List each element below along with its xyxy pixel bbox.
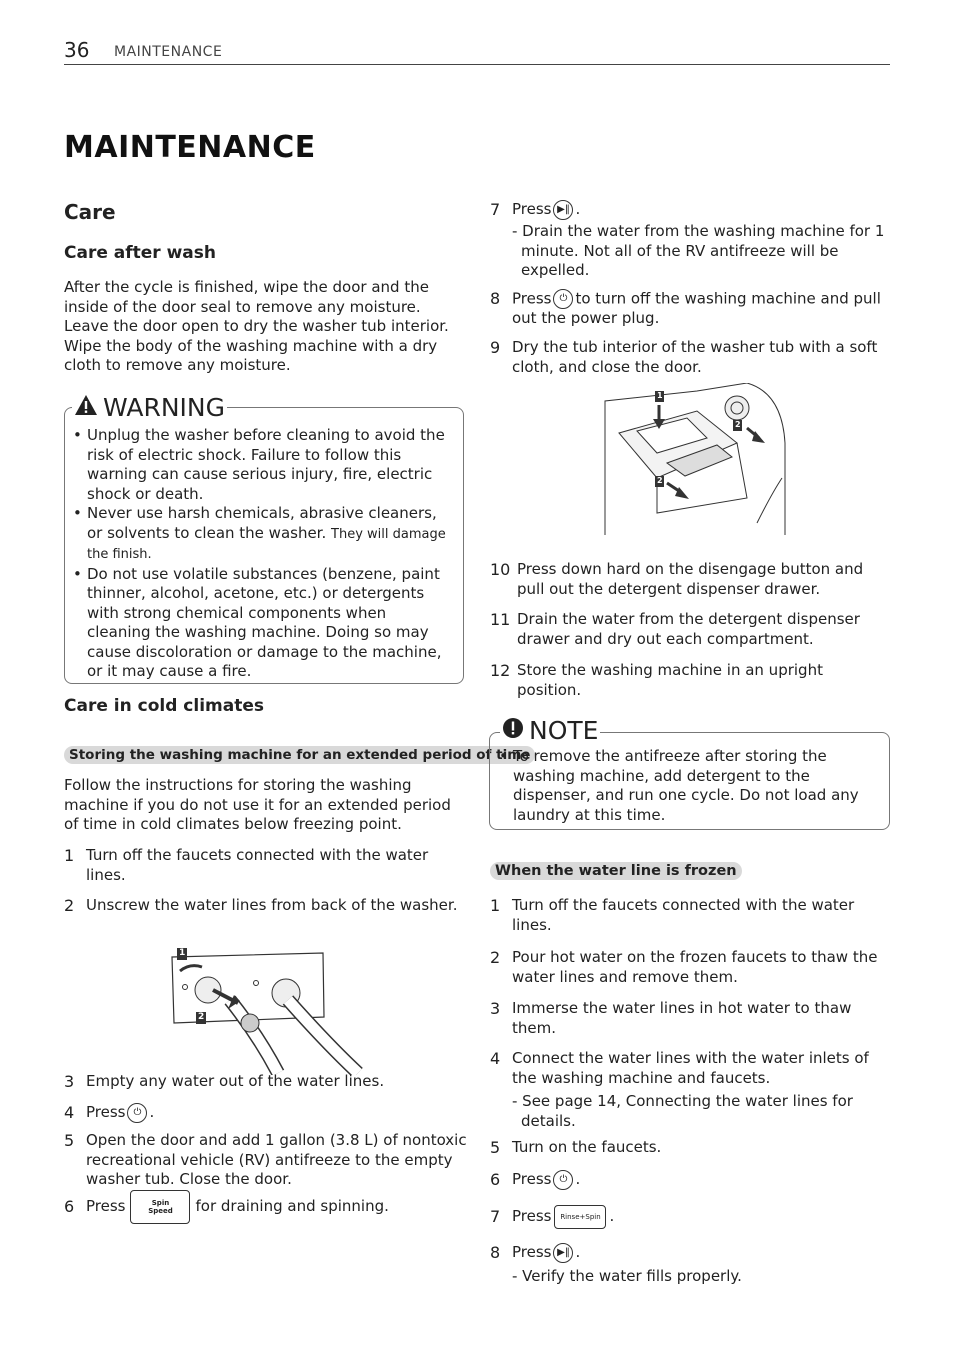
power-button-icon: ⏻ — [553, 1170, 573, 1190]
warning-label: WARNING — [103, 393, 225, 422]
step-text: Turn off the faucets connected with the water lines. — [512, 896, 855, 934]
period: . — [575, 1243, 581, 1262]
step-text: Empty any water out of the water lines. — [86, 1072, 385, 1090]
note-header — [500, 716, 600, 745]
step-number: 12 — [490, 661, 511, 680]
warning-item: • Unplug the washer before cleaning to avoid the risk of electric shock. Failure to follow this warning can cause serious injury, fire, electric shock or death. — [73, 426, 453, 504]
step-number: 3 — [490, 999, 501, 1018]
step-subnote: - Verify the water fills properly. — [512, 1267, 742, 1285]
step-text: Pour hot water on the frozen faucets to thaw the water lines and remove them. — [512, 948, 878, 986]
rinse-spin-button-icon — [554, 1205, 606, 1229]
power-button-icon: ⏻ — [127, 1103, 147, 1123]
period: . — [575, 200, 581, 219]
step-text: Press — [512, 200, 552, 219]
step-item — [64, 1072, 460, 1092]
period: . — [609, 1207, 615, 1226]
start-pause-icon: ▶‖ — [553, 1243, 573, 1263]
step-text: Press — [86, 1103, 126, 1121]
storing-pill: Storing the washing machine for an extended period of time — [64, 746, 535, 764]
step-text: Immerse the water lines in hot water to thaw them. — [512, 999, 852, 1037]
step-item — [490, 1243, 885, 1263]
figure-marker: 2 — [735, 420, 741, 429]
step-item — [490, 1138, 885, 1158]
step-text: Unscrew the water lines from back of the washer. — [86, 896, 458, 914]
step-number: 11 — [490, 610, 511, 629]
step-item — [490, 289, 892, 329]
period: . — [575, 1170, 581, 1189]
frozen-pill: When the water line is frozen — [490, 862, 742, 880]
figure-marker: 1 — [657, 391, 663, 400]
step-item — [490, 560, 885, 599]
step-text: Press — [512, 1170, 552, 1189]
warning-item-text: Never use harsh chemicals, abrasive cleaners, or solvents to clean the washer. — [87, 504, 437, 542]
step-number: 6 — [490, 1170, 501, 1190]
warning-item: • Do not use volatile substances (benzene, paint thinner, alcohol, acetone, etc.) or detergents with strong chemical components when cleaning the washing machine. Doing so may cause discoloration or damage to the machine, or it may cause a fire. — [73, 565, 453, 682]
step-number: 2 — [490, 948, 501, 967]
header-section: MAINTENANCE — [114, 44, 223, 60]
care-heading: Care — [64, 200, 116, 224]
step-subnote: - Drain the water from the washing machine for 1 minute. Not all of the RV antifreeze will be expelled. — [512, 222, 885, 279]
figure-marker: 1 — [179, 948, 186, 958]
step-number: 8 — [490, 289, 501, 308]
note-list — [499, 747, 879, 825]
header-rule — [64, 64, 890, 65]
step-number: 4 — [490, 1049, 501, 1068]
step-item — [490, 1170, 885, 1190]
step-text: Turn off the faucets connected with the water lines. — [86, 846, 429, 884]
step-text: Press — [512, 1207, 552, 1226]
step-item — [490, 1205, 885, 1229]
spin-button-line: Spin — [151, 1199, 170, 1207]
dispenser-figure — [597, 383, 787, 536]
step-text: Connect the water lines with the water inlets of the washing machine and faucets. — [512, 1049, 869, 1087]
step-text-after: for draining and spinning. — [195, 1197, 389, 1216]
step-item — [490, 896, 885, 935]
step-number: 7 — [490, 1207, 501, 1227]
step-number: 5 — [490, 1138, 501, 1157]
start-pause-icon: ▶‖ — [553, 200, 573, 220]
step-number: 5 — [64, 1131, 75, 1150]
step-text-after: to turn off the washing machine and pull out the power plug. — [512, 289, 881, 327]
period: . — [149, 1103, 155, 1121]
step-item — [490, 610, 885, 649]
note-label: NOTE — [529, 716, 599, 745]
step-text: Turn on the faucets. — [512, 1138, 662, 1156]
step-number: 7 — [490, 200, 501, 220]
step-text: Open the door and add 1 gallon (3.8 L) of nontoxic recreational vehicle (RV) antifreeze to the empty washer tub. Close the door. — [86, 1131, 467, 1188]
step-number: 8 — [490, 1243, 501, 1263]
power-button-icon: ⏻ — [553, 289, 573, 309]
storing-intro: Follow the instructions for storing the washing machine if you do not use it for an extended period of time in cold climates below freezing point. — [64, 776, 451, 833]
spin-button-line: Speed — [148, 1207, 173, 1215]
step-item — [490, 1049, 885, 1088]
step-item — [490, 999, 885, 1038]
step-number: 2 — [64, 896, 75, 915]
care-after-wash-text: After the cycle is finished, wipe the door and the inside of the door seal to remove any moisture. Leave the door open to dry the washer tub interior. Wipe the body of the washing machine with a dry cloth to remove any moisture. — [64, 278, 449, 374]
step-number: 1 — [490, 896, 501, 915]
warning-header — [72, 393, 227, 422]
spin-speed-button-icon — [130, 1190, 190, 1224]
step-text: Store the washing machine in an upright position. — [517, 661, 823, 699]
step-item — [490, 338, 885, 377]
step-number: 9 — [490, 338, 501, 357]
note-item: • To remove the antifreeze after storing the washing machine, add detergent to the dispenser, and run one cycle. Do not load any laundry at this time. — [499, 747, 879, 825]
step-item — [490, 661, 885, 700]
step-text: Press — [512, 289, 552, 308]
figure-marker: 2 — [198, 1012, 205, 1022]
step-text: Dry the tub interior of the washer tub with a soft cloth, and close the door. — [512, 338, 878, 376]
step-number: 1 — [64, 846, 75, 865]
care-after-wash-heading: Care after wash — [64, 243, 217, 263]
step-text: Press — [86, 1197, 126, 1216]
step-item — [64, 1131, 468, 1190]
step-item — [64, 896, 464, 916]
exclamation-icon — [502, 716, 524, 745]
page-title: MAINTENANCE — [64, 130, 316, 165]
warning-triangle-icon — [74, 393, 98, 422]
step-number: 4 — [64, 1103, 75, 1122]
step-text: Press — [512, 1243, 552, 1262]
rinse-button-label: Rinse+Spin — [560, 1213, 601, 1221]
step-text: Press down hard on the disengage button and pull out the detergent dispenser drawer. — [517, 560, 864, 598]
step-item — [490, 948, 885, 987]
page-number: 36 — [64, 38, 90, 62]
warning-item — [73, 504, 453, 565]
cold-climates-heading: Care in cold climates — [64, 696, 264, 716]
step-item — [64, 846, 460, 885]
warning-item-small: They will damage the finish. — [87, 526, 446, 562]
step-number: 3 — [64, 1072, 75, 1091]
step-item — [490, 200, 890, 220]
step-item — [64, 1190, 460, 1224]
warning-list — [73, 426, 453, 682]
figure-marker: 2 — [657, 476, 663, 485]
step-item — [64, 1103, 460, 1123]
step-number: 10 — [490, 560, 511, 579]
water-line-figure — [168, 945, 363, 1075]
step-number: 6 — [64, 1197, 75, 1217]
step-text: Drain the water from the detergent dispenser drawer and dry out each compartment. — [517, 610, 860, 648]
step-subnote: - See page 14, Connecting the water lines for details. — [512, 1092, 853, 1130]
